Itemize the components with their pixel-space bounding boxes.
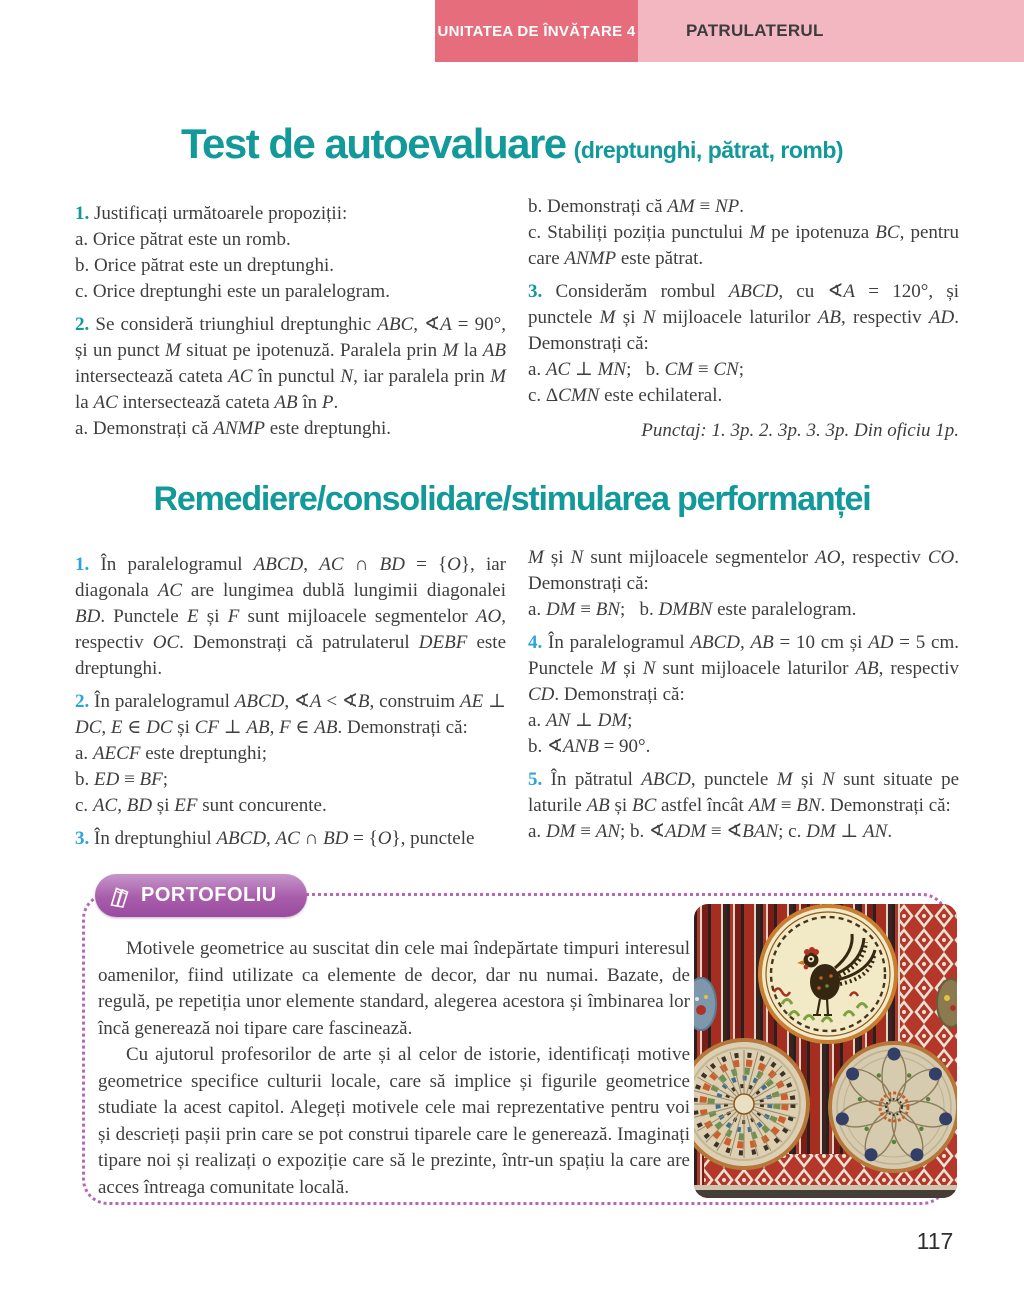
test-right-column bbox=[528, 194, 959, 444]
chapter-banner: PATRULATERUL bbox=[638, 0, 1024, 62]
test-exercises bbox=[75, 194, 959, 444]
portfolio-paragraph: Motivele geometrice au suscitat din cele mai îndepărtate timpuri interesul oamenilor, fiind utilizate ca elemente de decor, dar nu numai. Bazate, de regulă, pe repetiția unor elemente standard, alegerea acestora și îmbinarea lor încă generează noi tipare care fascinează. bbox=[98, 938, 690, 1039]
portfolio-box bbox=[82, 884, 948, 1205]
exercise-text: 3. În dreptunghiul ABCD, AC ∩ BD = {O}, punctele bbox=[75, 828, 475, 849]
exercise-text: b. ∢ANB = 90°. bbox=[528, 736, 651, 757]
book-icon bbox=[108, 884, 132, 908]
exercise-text: b. ED ≡ BF; bbox=[75, 769, 169, 790]
exercise-text: c. ΔCMN este echilateral. bbox=[528, 385, 723, 406]
exercise-text: 1. Justificați următoarele propoziții: bbox=[75, 203, 348, 224]
exercise-text: c. Stabiliți poziția punctului M pe ipotenuza BC, pentru care ANMP este pătrat. bbox=[528, 222, 959, 269]
exercise-text: b. Demonstrați că AM ≡ NP. bbox=[528, 196, 744, 217]
exercise-text: 1. În paralelogramul ABCD, AC ∩ BD = {O}, iar diagonala AC are lungimea dublă lungimii diagonalei BD. Punctele E și F sunt mijloacele segmentelor AO, respectiv OC. Demonstrați că patrulaterul DEBF este dreptunghi. bbox=[75, 554, 507, 679]
scoring-note: Punctaj: 1. 3p. 2. 3p. 3. 3p. Din oficiu 1p. bbox=[641, 420, 959, 441]
remediation-exercises bbox=[75, 545, 959, 852]
portfolio-paragraph: Cu ajutorul profesorilor de arte și al celor de istorie, identificați motive geometrice specifice culturii locale, care să implice și figurile geometrice studiate la acest capitol. Alegeți motivele cele mai reprezentative pentru voi și descrieți pașii prin care se pot construi tiparele care le generează. Imaginați tipare noi și realizați o expoziție care să le prezinte, într-un spațiu la care are acces întreaga comunitate locală. bbox=[98, 1044, 690, 1198]
exercise-text: 3. Considerăm rombul ABCD, cu ∢A = 120°, și punctele M și N mijloacele laturilor AB, respectiv AD. Demonstrați că: bbox=[528, 281, 960, 354]
test-left-column bbox=[75, 194, 506, 444]
exercise-text: a. AECF este dreptunghi; bbox=[75, 743, 268, 764]
exercise-text: 4. În paralelogramul ABCD, AB = 10 cm și AD = 5 cm. Punctele M și N sunt mijloacele laturilor AB, respectiv CD. Demonstrați că: bbox=[528, 632, 960, 705]
portfolio-badge bbox=[95, 874, 307, 917]
exercise-text: c. Orice dreptunghi este un paralelogram. bbox=[75, 281, 390, 302]
ceramic-plates-photo bbox=[694, 904, 957, 1198]
remediation-section-title: Remediere/consolidare/stimularea performanței bbox=[153, 480, 871, 518]
exercise-text: a. DM ≡ AN; b. ∢ADM ≡ ∢BAN; c. DM ⊥ AN. bbox=[528, 821, 893, 842]
page-header bbox=[435, 0, 1024, 62]
remediation-left-column bbox=[75, 545, 506, 852]
exercise-text: a. AN ⊥ DM; bbox=[528, 710, 633, 731]
exercise-text: b. Orice pătrat este un dreptunghi. bbox=[75, 255, 335, 276]
remediation-right-column bbox=[528, 545, 959, 852]
portfolio-label: PORTOFOLIU bbox=[141, 884, 277, 906]
exercise-text: M și N sunt mijloacele segmentelor AO, respectiv CO. Demonstrați că: bbox=[528, 547, 960, 594]
portfolio-text bbox=[98, 936, 690, 1201]
page-number: 117 bbox=[916, 1228, 954, 1254]
exercise-text: a. Orice pătrat este un romb. bbox=[75, 229, 291, 250]
exercise-text: a. DM ≡ BN; b. DMBN este paralelogram. bbox=[528, 599, 857, 620]
exercise-text: 5. În pătratul ABCD, punctele M și N sunt situate pe laturile AB și BC astfel încât AM ≡ BN. Demonstrați că: bbox=[528, 769, 960, 816]
exercise-text: a. Demonstrați că ANMP este dreptunghi. bbox=[75, 418, 392, 439]
test-section-title bbox=[0, 120, 1024, 168]
exercise-text: 2. Se consideră triunghiul dreptunghic ABC, ∢A = 90°, și un punct M situat pe ipotenuză. Paralela prin M la AB intersectează cateta AC în punctul N, iar paralela prin M la AC intersectează cateta AB în P. bbox=[75, 314, 506, 413]
exercise-text: 2. În paralelogramul ABCD, ∢A < ∢B, construim AE ⊥ DC, E ∈ DC și CF ⊥ AB, F ∈ AB. Demonstrați că: bbox=[75, 691, 507, 738]
unit-banner: UNITATEA DE ÎNVĂȚARE 4 bbox=[435, 0, 638, 62]
test-title-subtitle: (dreptunghi, pătrat, romb) bbox=[573, 137, 844, 163]
test-title-text: Test de autoevaluare bbox=[180, 120, 566, 167]
exercise-text: c. AC, BD și EF sunt concurente. bbox=[75, 795, 327, 816]
exercise-text: a. AC ⊥ MN; b. CM ≡ CN; bbox=[528, 359, 744, 380]
